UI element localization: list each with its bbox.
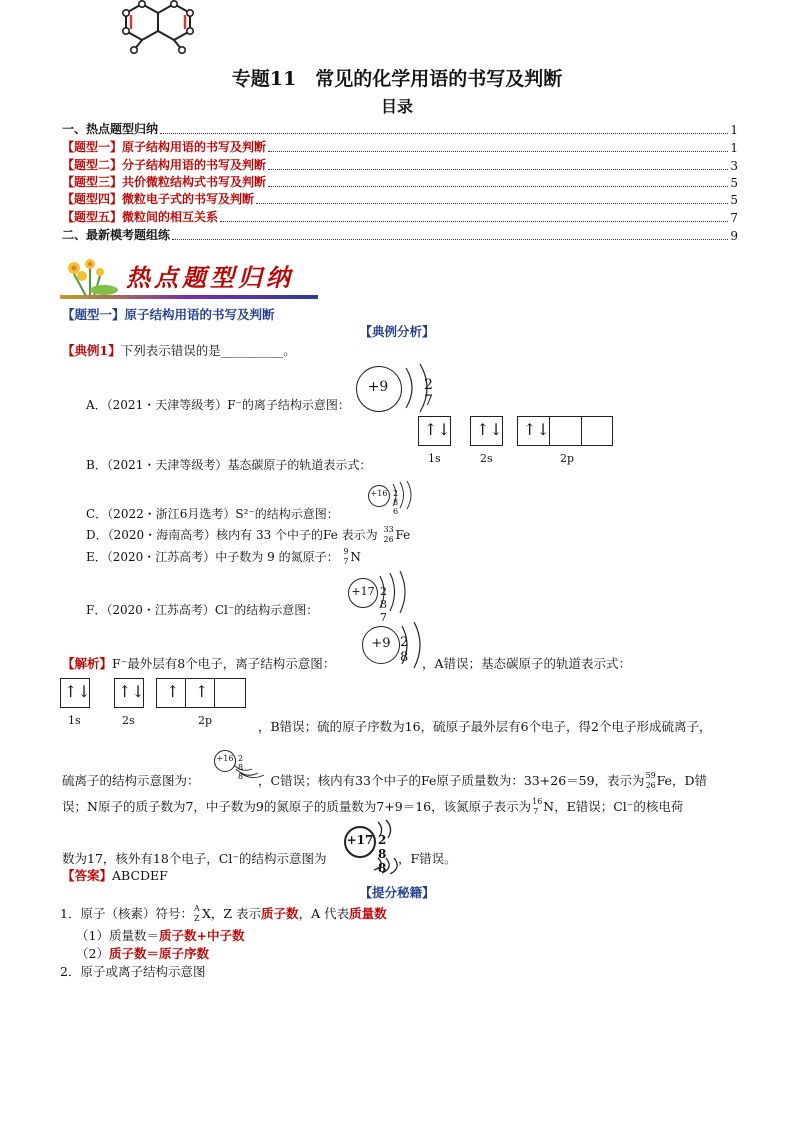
atomic-number: 7 — [533, 806, 539, 816]
tip-highlight: 质子数＝原子序数 — [108, 946, 209, 961]
spin-pair-icon: ↑↓ — [476, 420, 503, 439]
analysis-line-4 — [62, 797, 683, 815]
atomic-number: 7 — [343, 556, 349, 566]
tip-highlight: 质子数 — [261, 906, 299, 921]
toc-entry-page: 5 — [730, 176, 738, 190]
toc-entry[interactable] — [62, 173, 738, 190]
flower-bouquet-icon — [60, 256, 122, 300]
mass-number: 9 — [343, 546, 349, 556]
orbital-label-1s: 1s — [428, 452, 441, 465]
toc-leader-dots — [220, 221, 728, 222]
orbital-diagram-analysis — [60, 678, 260, 728]
option-a: A．（2021・天津等级考）F⁻的离子结构示意图： — [86, 398, 350, 412]
orbital-box-2p-3 — [214, 678, 246, 708]
nucleus-charge: +17 — [351, 585, 375, 598]
nuclide-prefix — [645, 770, 657, 790]
toc-leader-dots — [268, 151, 728, 152]
analysis-text: F⁻最外层有8个电子，离子结构示意图： — [112, 656, 336, 671]
element-symbol: Fe — [395, 528, 411, 542]
tip-text: ，A 代表 — [298, 906, 350, 921]
option-e-text: E．（2020・江苏高考）中子数为 9 的氮原子： — [86, 550, 339, 564]
nucleus-charge: +9 — [371, 636, 391, 651]
toc-entry-label: 【题型四】微粒电子式的书写及判断 — [62, 192, 255, 206]
mass-number: 16 — [532, 796, 543, 806]
toc-entry-label: 【题型三】共价微粒结构式书写及判断 — [62, 175, 267, 189]
shell-electrons: 2 7 — [424, 377, 433, 409]
analysis-line-3b — [258, 771, 707, 789]
shell-electrons: 2 8 6 — [393, 489, 399, 516]
element-symbol: N — [350, 550, 361, 564]
toc-entry[interactable] — [62, 120, 738, 137]
spin-pair-icon: ↑↓ — [64, 682, 91, 701]
option-c: C．（2022・浙江6月选考）S²⁻的结构示意图： — [86, 507, 339, 521]
toc-entry-page: 1 — [730, 123, 738, 137]
spin-pair-icon: ↑↓ — [523, 420, 550, 439]
orbital-label-2s: 2s — [480, 452, 493, 465]
option-d — [86, 526, 410, 543]
answer-value: ABCDEF — [112, 868, 168, 883]
tip-line-2 — [76, 926, 244, 944]
orbital-label-1s: 1s — [68, 714, 81, 727]
example-question — [62, 341, 296, 359]
example-question-text: 下列表示错误的是__________。 — [120, 343, 296, 358]
nuclide-prefix — [531, 796, 543, 816]
analysis-line-1b: ，A错误；基态碳原子的轨道表示式： — [422, 656, 632, 671]
page-title: 专题11 常见的化学用语的书写及判断 — [231, 68, 563, 90]
hot-topic-banner — [60, 256, 320, 302]
toc-leader-dots — [160, 133, 728, 134]
toc-entry-label: 一、热点题型归纳 — [62, 122, 159, 136]
analysis-label: 【解析】 — [62, 656, 113, 671]
nuclide-prefix — [381, 524, 395, 544]
mass-number: 33 — [383, 524, 394, 534]
toc-entry[interactable] — [62, 208, 738, 225]
nucleus-charge: +17 — [346, 833, 374, 847]
tip-text: （1）质量数＝ — [76, 928, 159, 943]
nucleus-charge: +16 — [370, 489, 388, 498]
orbital-diagram-b — [418, 416, 618, 466]
tip-line-1 — [60, 904, 387, 922]
toc-entry[interactable] — [62, 138, 738, 155]
analysis-line-5a: 数为17，核外有18个电子，Cl⁻的结构示意图为 — [62, 851, 327, 866]
spin-up-icon: ↑ — [195, 682, 209, 701]
tip-line-3 — [76, 944, 209, 962]
atomic-number: 26 — [645, 780, 656, 790]
toc-leader-dots — [268, 169, 728, 170]
nucleus-charge: +9 — [367, 379, 389, 395]
answer-label: 【答案】 — [62, 868, 113, 883]
toc-entry-label: 【题型一】原子结构用语的书写及判断 — [62, 140, 267, 154]
orbital-label-2p: 2p — [560, 452, 575, 465]
tip-text: ，Z 表示 — [210, 906, 262, 921]
orbital-box-2p-3 — [581, 416, 613, 446]
atomic-number: Z — [193, 913, 200, 923]
toc-leader-dots — [268, 186, 728, 187]
analysis-text: ，C错误；核内有33个中子的Fe原子质量数为：33+26＝59，表示为 — [258, 773, 645, 788]
analysis-text: 误；N原子的质子数为7，中子数为9的氮原子的质量数为7+9＝16，该氮原子表示为 — [62, 799, 532, 814]
analysis-text: N，E错误；Cl⁻的核电荷 — [543, 799, 684, 814]
analysis-line-3a: 硫离子的结构示意图为： — [62, 773, 200, 788]
toc-entry-page: 7 — [730, 211, 738, 225]
banner-underline — [60, 295, 318, 299]
toc-entry[interactable] — [62, 226, 738, 243]
toc-entry-label: 二、最新模考题组练 — [62, 228, 171, 242]
toc-entry-label: 【题型二】分子结构用语的书写及判断 — [62, 158, 267, 172]
banner-title: 热点题型归纳 — [126, 263, 294, 292]
option-f: F．（2020・江苏高考）Cl⁻的结构示意图： — [86, 603, 319, 617]
option-b: B．（2021・天津等级考）基态碳原子的轨道表示式： — [86, 458, 372, 472]
naphthalene-logo-icon — [118, 0, 198, 58]
answer-line — [62, 866, 168, 884]
toc-entry[interactable] — [62, 156, 738, 173]
toc-entry-page: 3 — [730, 159, 738, 173]
nuclide-prefix — [193, 903, 202, 923]
nuclide-prefix — [342, 546, 350, 566]
tip-line-4: 2．原子或离子结构示意图 — [60, 964, 206, 979]
mass-number: A — [193, 903, 200, 913]
shell-electrons: 2 8 8 — [378, 833, 387, 875]
tip-highlight: 质子数+中子数 — [158, 928, 245, 943]
atomic-number: 26 — [383, 534, 394, 544]
toc-entry-label: 【题型五】微粒间的相互关系 — [62, 210, 219, 224]
tips-header: 【提分秘籍】 — [359, 885, 435, 900]
toc-heading: 目录 — [380, 97, 413, 116]
toc-entry[interactable] — [62, 190, 738, 207]
tip-text: （2） — [76, 946, 109, 961]
option-e — [86, 548, 361, 565]
analysis-header: 【典例分析】 — [359, 324, 435, 339]
toc-leader-dots — [172, 239, 728, 240]
orbital-label-2p: 2p — [198, 714, 213, 727]
nucleus-charge: +16 — [216, 754, 234, 763]
spin-pair-icon: ↑↓ — [424, 420, 451, 439]
shell-electrons: 2 8 8 — [238, 754, 244, 781]
analysis-text: Fe，D错 — [656, 773, 707, 788]
tip-text: 1．原子（核素）符号： — [60, 906, 193, 921]
toc-entry-page: 1 — [730, 141, 738, 155]
analysis-line-2: ，B错误；硫的原子序数为16，硫原子最外层有6个电子，得2个电子形成硫离子， — [258, 719, 712, 734]
toc-entry-page: 9 — [730, 229, 738, 243]
section-title: 【题型一】原子结构用语的书写及判断 — [62, 307, 275, 322]
orbital-box-2p-2 — [549, 416, 582, 446]
shell-electrons: 2 8 7 — [380, 585, 387, 624]
analysis-line-1 — [62, 654, 335, 672]
spin-up-icon: ↑ — [166, 682, 180, 701]
toc-leader-dots — [256, 203, 728, 204]
mass-number: 59 — [645, 770, 656, 780]
element-symbol: X — [201, 906, 211, 921]
analysis-line-5b: ，F错误。 — [398, 851, 457, 866]
example-label: 【典例1】 — [62, 343, 121, 358]
option-d-text: D．（2020・海南高考）核内有 33 个中子的Fe 表示为 — [86, 528, 378, 542]
shell-electrons: 2 8 — [400, 635, 409, 665]
orbital-label-2s: 2s — [122, 714, 135, 727]
spin-pair-icon: ↑↓ — [118, 682, 145, 701]
toc-entry-page: 5 — [730, 193, 738, 207]
tip-highlight: 质量数 — [349, 906, 387, 921]
